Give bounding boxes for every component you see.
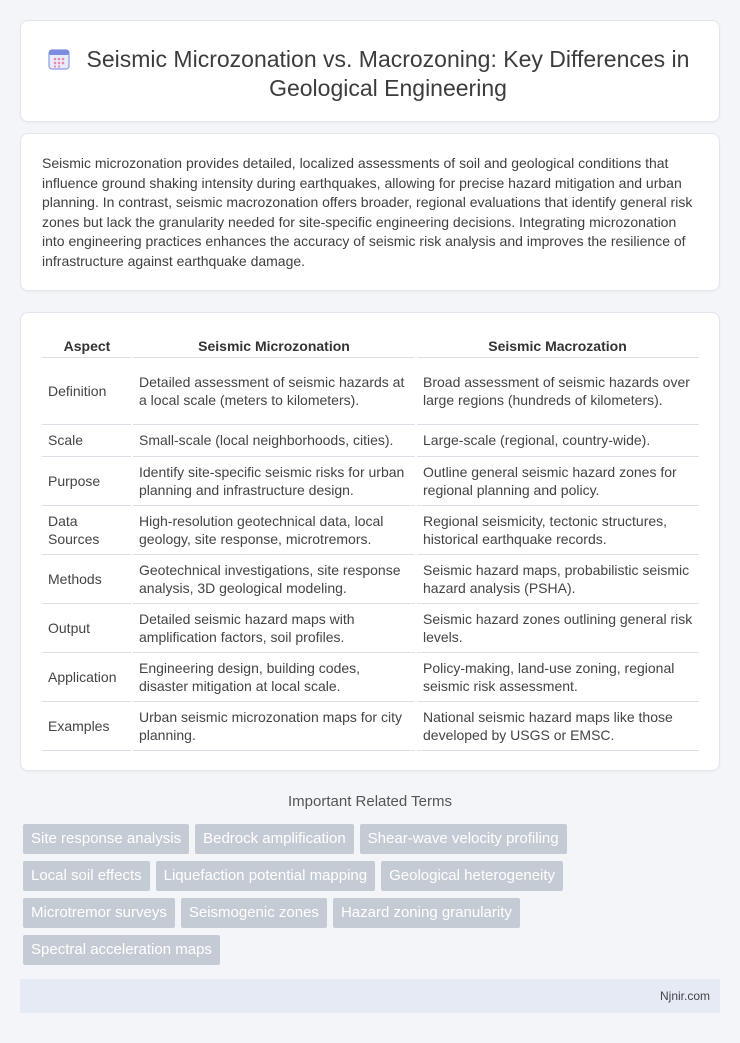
table-row: [42, 603, 699, 652]
row-aspect: Definition: [42, 357, 132, 424]
row-microzonation: Detailed seismic hazard maps with amplification factors, soil profiles.: [132, 603, 416, 652]
table-row: [42, 357, 699, 424]
row-macrozation: Seismic hazard zones outlining general risk levels.: [416, 603, 699, 652]
related-term-tag[interactable]: Shear-wave velocity profiling: [360, 824, 567, 854]
intro-card: [20, 133, 720, 291]
row-aspect: Purpose: [42, 456, 132, 505]
header-microzonation: Seismic Microzonation: [132, 335, 416, 357]
header-macrozation: Seismic Macrozation: [416, 335, 699, 357]
row-aspect: Data Sources: [42, 505, 132, 554]
row-microzonation: Identify site-specific seismic risks for urban planning and infrastructure design.: [132, 456, 416, 505]
table-row: [42, 554, 699, 603]
row-microzonation: Urban seismic microzonation maps for city planning.: [132, 701, 416, 750]
row-microzonation: Detailed assessment of seismic hazards at a local scale (meters to kilometers).: [132, 357, 416, 424]
row-macrozation: Policy-making, land-use zoning, regional seismic risk assessment.: [416, 652, 699, 701]
related-term-tag[interactable]: Local soil effects: [23, 861, 150, 891]
row-macrozation: Broad assessment of seismic hazards over large regions (hundreds of kilometers).: [416, 357, 699, 424]
table-row: [42, 505, 699, 554]
row-microzonation: Geotechnical investigations, site response analysis, 3D geological modeling.: [132, 554, 416, 603]
table-row: [42, 652, 699, 701]
table-header-row: [42, 335, 699, 357]
related-term-tag[interactable]: Liquefaction potential mapping: [156, 861, 375, 891]
row-macrozation: Regional seismicity, tectonic structures, historical earthquake records.: [416, 505, 699, 554]
row-aspect: Output: [42, 603, 132, 652]
related-term-tag[interactable]: Seismogenic zones: [181, 898, 327, 928]
footer-site-link[interactable]: Njnir.com: [659, 989, 710, 1003]
comparison-table: [42, 335, 699, 751]
related-term-tag[interactable]: Spectral acceleration maps: [23, 935, 220, 965]
related-term-tag[interactable]: Hazard zoning granularity: [333, 898, 520, 928]
row-microzonation: High-resolution geotechnical data, local geology, site response, microtremors.: [132, 505, 416, 554]
row-macrozation: National seismic hazard maps like those developed by USGS or EMSC.: [416, 701, 699, 750]
comparison-card: [20, 312, 720, 771]
related-term-tag[interactable]: Geological heterogeneity: [381, 861, 563, 891]
related-term-tag[interactable]: Microtremor surveys: [23, 898, 175, 928]
related-term-tag[interactable]: Site response analysis: [23, 824, 189, 854]
row-macrozation: Large-scale (regional, country-wide).: [416, 424, 699, 456]
row-microzonation: Engineering design, building codes, disaster mitigation at local scale.: [132, 652, 416, 701]
header-card: [20, 20, 720, 122]
intro-paragraph: Seismic microzonation provides detailed, localized assessments of soil and geological conditions that influence ground shaking intensity during earthquakes, allowing for precise hazard mitigation and urban planning. In contrast, seismic macrozonation offers broader, regional evaluations that identify general risk zones but lack the granularity needed for site-specific engineering decisions. Integrating microzonation into engineering practices enhances the accuracy of seismic risk analysis and improves the resilience of infrastructure against earthquake damage.: [42, 155, 693, 269]
related-terms-title: Important Related Terms: [288, 793, 452, 810]
row-macrozation: Outline general seismic hazard zones for regional planning and policy.: [416, 456, 699, 505]
row-aspect: Scale: [42, 424, 132, 456]
row-aspect: Examples: [42, 701, 132, 750]
row-aspect: Methods: [42, 554, 132, 603]
page-title: Seismic Microzonation vs. Macrozoning: Key Differences in Geological Engineering: [86, 46, 690, 101]
related-term-tag[interactable]: Bedrock amplification: [195, 824, 354, 854]
table-row: [42, 701, 699, 750]
footer: [20, 979, 720, 1013]
related-terms-list: [23, 824, 623, 965]
row-microzonation: Small-scale (local neighborhoods, cities).: [132, 424, 416, 456]
table-row: [42, 424, 699, 456]
header-aspect: Aspect: [42, 335, 132, 357]
row-macrozation: Seismic hazard maps, probabilistic seismic hazard analysis (PSHA).: [416, 554, 699, 603]
table-row: [42, 456, 699, 505]
row-aspect: Application: [42, 652, 132, 701]
